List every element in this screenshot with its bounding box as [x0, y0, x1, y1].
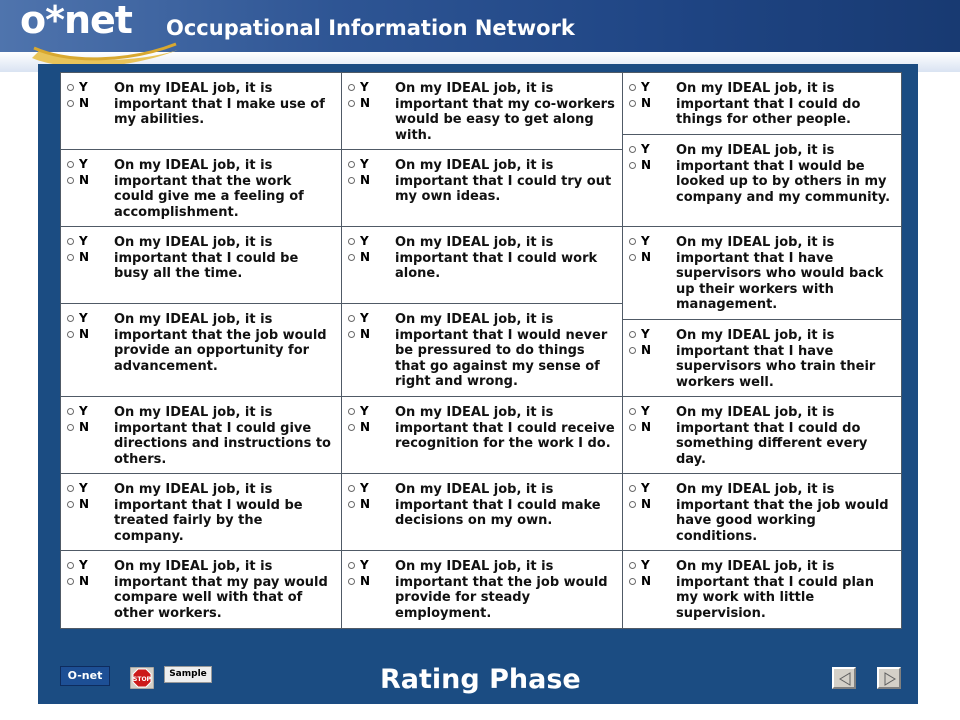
no-radio[interactable] — [348, 578, 355, 585]
question-text: On my IDEAL job, it is important that the job would have good working conditions. — [676, 482, 889, 544]
question-text: On my IDEAL job, it is important that I could do something different every day. — [676, 405, 868, 467]
yes-label: Y — [79, 558, 88, 572]
radio-group — [629, 79, 663, 111]
yes-radio[interactable] — [629, 238, 636, 245]
header-title: Occupational Information Network — [166, 16, 575, 40]
back-arrow-icon — [837, 671, 853, 687]
radio-group — [629, 403, 663, 435]
no-radio[interactable] — [67, 100, 74, 107]
yes-label: Y — [360, 234, 369, 248]
question-text: On my IDEAL job, it is important that I would be treated fairly by the company. — [114, 482, 303, 544]
yes-radio[interactable] — [67, 562, 74, 569]
question-text: On my IDEAL job, it is important that the job would provide an opportunity for advancement. — [114, 312, 327, 374]
no-label: N — [360, 497, 371, 511]
yes-label: Y — [360, 558, 369, 572]
radio-group — [348, 403, 382, 435]
app-header — [0, 0, 960, 72]
question-text: On my IDEAL job, it is important that I make use of my abilities. — [114, 81, 325, 127]
yes-radio[interactable] — [348, 485, 355, 492]
no-label: N — [360, 173, 371, 187]
no-label: N — [641, 158, 652, 172]
yes-radio[interactable] — [629, 146, 636, 153]
question-cell — [60, 72, 342, 150]
yes-label: Y — [641, 558, 650, 572]
question-text: On my IDEAL job, it is important that my co-workers would be easy to get along with. — [395, 81, 615, 143]
question-text: On my IDEAL job, it is important that I could do things for other people. — [676, 81, 861, 127]
yes-label: Y — [79, 311, 88, 325]
yes-radio[interactable] — [629, 485, 636, 492]
question-text: On my IDEAL job, it is important that the work could give me a feeling of accomplishment. — [114, 158, 304, 220]
question-grid — [60, 72, 902, 629]
radio-group — [67, 310, 101, 342]
question-cell — [341, 303, 623, 397]
no-radio[interactable] — [67, 177, 74, 184]
question-cell — [341, 226, 623, 304]
no-radio[interactable] — [629, 501, 636, 508]
question-text: On my IDEAL job, it is important that I could make decisions on my own. — [395, 482, 601, 528]
question-cell — [60, 473, 342, 551]
radio-group — [67, 79, 101, 111]
yes-radio[interactable] — [348, 315, 355, 322]
yes-radio[interactable] — [629, 331, 636, 338]
yes-label: Y — [641, 80, 650, 94]
question-cell — [60, 303, 342, 397]
yes-label: Y — [641, 404, 650, 418]
no-label: N — [79, 250, 90, 264]
no-radio[interactable] — [629, 424, 636, 431]
yes-radio[interactable] — [67, 238, 74, 245]
onet-logo — [12, 2, 172, 66]
question-cell — [622, 134, 902, 227]
radio-group — [629, 233, 663, 265]
no-radio[interactable] — [629, 578, 636, 585]
yes-label: Y — [641, 327, 650, 341]
question-cell — [60, 149, 342, 227]
question-text: On my IDEAL job, it is important that I could plan my work with little supervision. — [676, 559, 874, 621]
radio-group — [348, 79, 382, 111]
question-text: On my IDEAL job, it is important that I could receive recognition for the work I do. — [395, 405, 615, 451]
question-cell — [60, 550, 342, 629]
no-label: N — [641, 574, 652, 588]
radio-group — [629, 141, 663, 173]
question-text: On my IDEAL job, it is important that I could try out my own ideas. — [395, 158, 612, 204]
question-text: On my IDEAL job, it is important that I could give directions and instructions to others. — [114, 405, 331, 467]
no-radio[interactable] — [629, 162, 636, 169]
yes-radio[interactable] — [348, 238, 355, 245]
question-cell — [622, 550, 902, 629]
yes-label: Y — [79, 404, 88, 418]
question-cell — [341, 149, 623, 227]
radio-group — [67, 156, 101, 188]
no-label: N — [79, 497, 90, 511]
radio-group — [67, 403, 101, 435]
stop-button[interactable] — [130, 667, 154, 689]
radio-group — [348, 557, 382, 589]
radio-group — [67, 480, 101, 512]
yes-label: Y — [641, 142, 650, 156]
no-radio[interactable] — [348, 501, 355, 508]
yes-radio[interactable] — [67, 315, 74, 322]
question-text: On my IDEAL job, it is important that I have supervisors who train their workers well. — [676, 328, 876, 390]
yes-label: Y — [360, 404, 369, 418]
no-label: N — [641, 497, 652, 511]
question-cell — [622, 396, 902, 474]
yes-label: Y — [641, 481, 650, 495]
no-radio[interactable] — [67, 578, 74, 585]
no-radio[interactable] — [67, 501, 74, 508]
no-label: N — [360, 250, 371, 264]
yes-radio[interactable] — [629, 408, 636, 415]
no-label: N — [360, 420, 371, 434]
yes-radio[interactable] — [67, 408, 74, 415]
no-label: N — [79, 173, 90, 187]
yes-label: Y — [79, 481, 88, 495]
no-label: N — [360, 327, 371, 341]
question-text: On my IDEAL job, it is important that the job would provide for steady employment. — [395, 559, 608, 621]
question-text: On my IDEAL job, it is important that I have supervisors who would back up their workers with management. — [676, 235, 884, 312]
no-label: N — [79, 574, 90, 588]
radio-group — [348, 480, 382, 512]
yes-label: Y — [79, 234, 88, 248]
radio-group — [67, 233, 101, 265]
no-radio[interactable] — [348, 254, 355, 261]
no-label: N — [79, 327, 90, 341]
yes-radio[interactable] — [348, 84, 355, 91]
question-text: On my IDEAL job, it is important that I could be busy all the time. — [114, 235, 299, 281]
onet-footer-logo[interactable]: O-net — [60, 666, 110, 686]
radio-group — [629, 480, 663, 512]
yes-label: Y — [360, 80, 369, 94]
no-label: N — [79, 420, 90, 434]
yes-label: Y — [79, 157, 88, 171]
no-label: N — [641, 96, 652, 110]
no-radio[interactable] — [67, 254, 74, 261]
question-text: On my IDEAL job, it is important that I would be looked up to by others in my company and my community. — [676, 143, 891, 205]
page-title: Rating Phase — [380, 664, 581, 695]
question-cell — [622, 72, 902, 135]
yes-label: Y — [360, 311, 369, 325]
no-label: N — [641, 343, 652, 357]
yes-label: Y — [360, 157, 369, 171]
yes-radio[interactable] — [348, 161, 355, 168]
back-button[interactable] — [832, 667, 856, 689]
no-label: N — [641, 420, 652, 434]
no-label: N — [641, 250, 652, 264]
no-radio[interactable] — [348, 177, 355, 184]
next-arrow-icon — [882, 671, 898, 687]
yes-radio[interactable] — [629, 84, 636, 91]
no-label: N — [360, 574, 371, 588]
no-radio[interactable] — [67, 331, 74, 338]
question-cell — [622, 473, 902, 551]
question-cell — [341, 550, 623, 629]
radio-group — [629, 326, 663, 358]
question-cell — [622, 319, 902, 397]
radio-group — [348, 233, 382, 265]
no-radio[interactable] — [629, 100, 636, 107]
yes-label: Y — [641, 234, 650, 248]
question-cell — [341, 473, 623, 551]
no-label: N — [360, 96, 371, 110]
yes-radio[interactable] — [67, 161, 74, 168]
no-radio[interactable] — [348, 331, 355, 338]
yes-label: Y — [360, 481, 369, 495]
question-text: On my IDEAL job, it is important that my pay would compare well with that of other workers. — [114, 559, 328, 621]
no-radio[interactable] — [67, 424, 74, 431]
logo-text: o*net — [20, 0, 132, 42]
radio-group — [629, 557, 663, 589]
no-radio[interactable] — [348, 424, 355, 431]
question-text: On my IDEAL job, it is important that I could work alone. — [395, 235, 598, 281]
yes-radio[interactable] — [348, 408, 355, 415]
question-cell — [341, 72, 623, 150]
question-cell — [341, 396, 623, 474]
yes-radio[interactable] — [629, 562, 636, 569]
no-label: N — [79, 96, 90, 110]
stop-sign-icon — [130, 667, 154, 689]
yes-radio[interactable] — [67, 84, 74, 91]
question-cell — [60, 396, 342, 474]
radio-group — [348, 156, 382, 188]
radio-group — [348, 310, 382, 342]
question-cell — [622, 226, 902, 320]
question-text: On my IDEAL job, it is important that I would never be pressured to do things that go against my sense of right and wrong. — [395, 312, 608, 389]
sample-button[interactable]: Sample — [164, 666, 212, 683]
no-radio[interactable] — [629, 347, 636, 354]
radio-group — [67, 557, 101, 589]
yes-radio[interactable] — [348, 562, 355, 569]
yes-radio[interactable] — [67, 485, 74, 492]
stop-label: STOP — [133, 676, 151, 683]
no-radio[interactable] — [348, 100, 355, 107]
yes-label: Y — [79, 80, 88, 94]
no-radio[interactable] — [629, 254, 636, 261]
next-button[interactable] — [877, 667, 901, 689]
question-cell — [60, 226, 342, 304]
